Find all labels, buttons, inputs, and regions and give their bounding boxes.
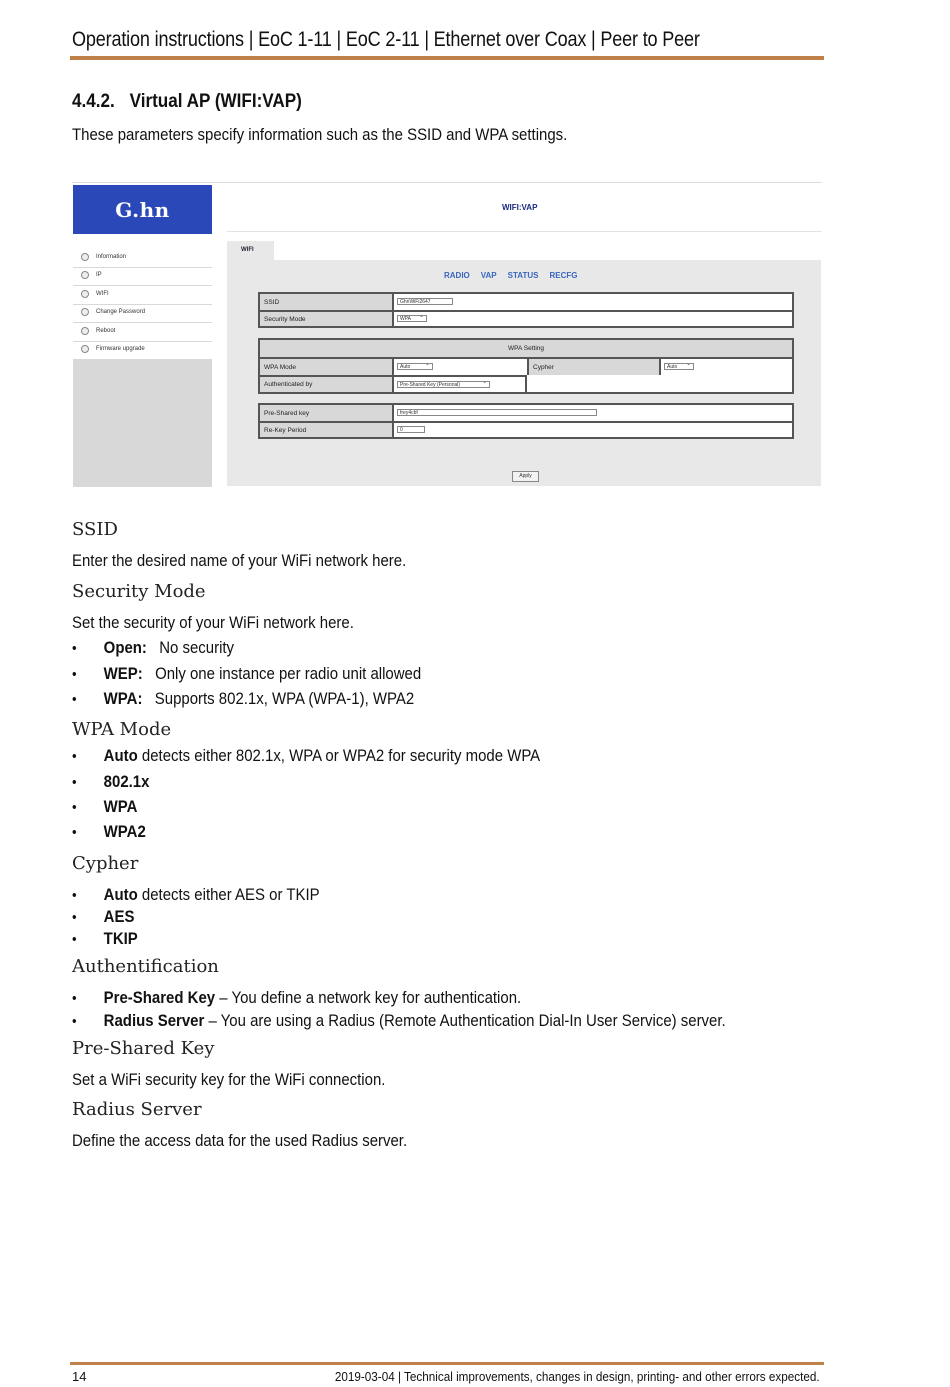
menu-bullet-icon bbox=[81, 345, 89, 353]
ssid-label: SSID bbox=[260, 294, 394, 310]
sub-nav bbox=[444, 271, 588, 280]
wifi-vap-screenshot bbox=[72, 182, 822, 488]
section-heading bbox=[72, 91, 302, 113]
security-item-open: • Open: No security bbox=[72, 638, 235, 657]
auth-item-radius: • Radius Server – You are using a Radius (Remote Authentication Dial-In User Service) server. bbox=[72, 1011, 726, 1030]
ssid-heading: SSID bbox=[72, 519, 118, 540]
pre-shared-key-label: Pre-Shared key bbox=[260, 405, 394, 421]
wpa-mode-item-8021x: • 802.1x bbox=[72, 772, 150, 791]
cypher-item-tkip: • TKIP bbox=[72, 929, 138, 948]
security-item-wpa: • WPA: Supports 802.1x, WPA (WPA-1), WPA2 bbox=[72, 689, 415, 708]
screenshot-page-title: WIFI:VAP bbox=[502, 203, 538, 212]
radius-server-heading: Radius Server bbox=[72, 1099, 202, 1120]
menu-bullet-icon bbox=[81, 290, 89, 298]
menu-bullet-icon bbox=[81, 308, 89, 316]
cypher-label: Cypher bbox=[527, 359, 661, 375]
page-header: Operation instructions | EoC 1-11 | EoC 2-11 | Ethernet over Coax | Peer to Peer bbox=[72, 28, 700, 51]
menu-item-wifi[interactable]: WIFI bbox=[73, 286, 212, 304]
cypher-heading: Cypher bbox=[72, 853, 139, 874]
section-intro: These parameters specify information such as the SSID and WPA settings. bbox=[72, 125, 568, 144]
section-title: Virtual AP (WIFI:VAP) bbox=[129, 91, 302, 112]
ssid-group bbox=[258, 292, 794, 328]
wpa-mode-item-wpa2: • WPA2 bbox=[72, 822, 146, 841]
wpa-mode-select[interactable]: Auto ⌄ bbox=[397, 363, 433, 370]
rekey-period-input[interactable]: 0 bbox=[397, 426, 425, 433]
menu-item-information[interactable]: Information bbox=[73, 249, 212, 267]
security-mode-heading: Security Mode bbox=[72, 581, 206, 602]
menu-bullet-icon bbox=[81, 271, 89, 279]
cypher-select[interactable]: Auto ⌄ bbox=[664, 363, 694, 370]
security-mode-text: Set the security of your WiFi network here. bbox=[72, 613, 354, 632]
menu-bullet-icon bbox=[81, 253, 89, 261]
security-item-wep: • WEP: Only one instance per radio unit allowed bbox=[72, 664, 422, 683]
screenshot-divider bbox=[227, 231, 822, 232]
rekey-period-label: Re-Key Period bbox=[260, 423, 394, 437]
radius-server-text: Define the access data for the used Radius server. bbox=[72, 1131, 408, 1150]
authenticated-by-label: Authenticated by bbox=[260, 377, 394, 392]
nav-status[interactable]: STATUS bbox=[507, 271, 539, 280]
menu-item-ip[interactable]: IP bbox=[73, 268, 212, 286]
key-group bbox=[258, 403, 794, 439]
section-number: 4.4.2. bbox=[72, 91, 115, 112]
authenticated-by-select[interactable]: Pre-Shared Key (Personal) ⌄ bbox=[397, 381, 490, 388]
authentification-heading: Authentification bbox=[72, 956, 219, 977]
security-mode-select[interactable]: WPA ⌄ bbox=[397, 315, 427, 322]
wpa-mode-item-auto: • Auto detects either 802.1x, WPA or WPA2 for security mode WPA bbox=[72, 746, 541, 765]
wpa-mode-item-wpa: • WPA bbox=[72, 797, 138, 816]
ghn-logo: G.hn bbox=[73, 185, 212, 234]
footer-note: 2019-03-04 | Technical improvements, changes in design, printing- and other errors expected. bbox=[335, 1369, 820, 1384]
ssid-input[interactable]: GhnWiFi2647 bbox=[397, 298, 453, 305]
cypher-item-aes: • AES bbox=[72, 907, 135, 926]
header-rule bbox=[70, 56, 824, 60]
pre-shared-key-text: Set a WiFi security key for the WiFi connection. bbox=[72, 1070, 386, 1089]
security-mode-label: Security Mode bbox=[260, 312, 394, 326]
auth-item-psk: • Pre-Shared Key – You define a network key for authentication. bbox=[72, 988, 522, 1007]
wpa-mode-label: WPA Mode bbox=[260, 359, 394, 375]
nav-recfg[interactable]: RECFG bbox=[549, 271, 578, 280]
apply-button[interactable]: Apply bbox=[512, 471, 539, 482]
wpa-setting-group bbox=[258, 338, 794, 394]
footer-rule bbox=[70, 1362, 824, 1365]
pre-shared-key-input[interactable]: frey4cbf bbox=[397, 409, 597, 416]
menu-item-firmware-upgrade[interactable]: Firmware upgrade bbox=[73, 342, 212, 360]
wpa-setting-header: WPA Setting bbox=[260, 340, 792, 357]
wpa-mode-heading: WPA Mode bbox=[72, 719, 172, 740]
nav-vap[interactable]: VAP bbox=[480, 271, 497, 280]
menu-bullet-icon bbox=[81, 327, 89, 335]
pre-shared-key-heading: Pre-Shared Key bbox=[72, 1038, 215, 1059]
page-number: 14 bbox=[72, 1369, 87, 1384]
menu-item-change-password[interactable]: Change Password bbox=[73, 305, 212, 323]
side-menu bbox=[73, 249, 212, 487]
tab-wifi[interactable]: WIFI bbox=[227, 241, 274, 260]
cypher-item-auto: • Auto detects either AES or TKIP bbox=[72, 885, 320, 904]
cell-divider bbox=[525, 377, 527, 392]
menu-item-reboot[interactable]: Reboot bbox=[73, 323, 212, 341]
ssid-text: Enter the desired name of your WiFi network here. bbox=[72, 551, 407, 570]
nav-radio[interactable]: RADIO bbox=[444, 271, 470, 280]
